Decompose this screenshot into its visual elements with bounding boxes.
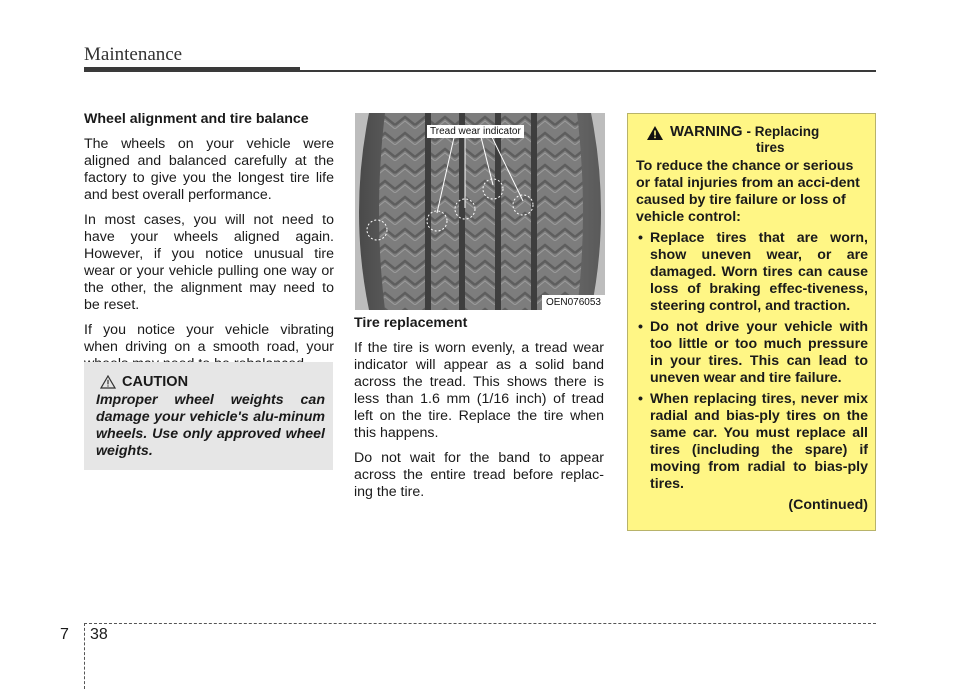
- warning-subtitle: - Replacing: [746, 124, 820, 139]
- warning-header: [646, 124, 868, 156]
- chapter-number: 7: [60, 626, 69, 643]
- bullet: •: [638, 391, 643, 407]
- caution-text: Improper wheel weights can damage your vehicle's alu-minum wheels. Use only approved wheel weights.: [96, 392, 325, 459]
- header-rule-thick: [84, 67, 300, 72]
- tread-wear-indicator-label: Tread wear indicator: [427, 125, 524, 138]
- footer-divider: [84, 623, 85, 689]
- paragraph: If the tire is worn evenly, a tread wear indicator will appear as a solid band across the tread. This shows there is less than 1.6 mm (1/16 inch) of tread left on the tire. Replace the tire when this happens.: [354, 340, 604, 441]
- caution-title: CAUTION: [122, 374, 189, 390]
- paragraph: The wheels on your vehicle were aligned and balanced carefully at the factory to give you the longest tire life and best overall performance.: [84, 136, 334, 203]
- warning-list: [636, 230, 868, 493]
- continued-label: (Continued): [788, 497, 868, 513]
- list-item-text: Replace tires that are worn, show uneven wear, or are damaged. Worn tires can cause loss of braking effec-tiveness, steering control, and traction.: [650, 230, 868, 314]
- paragraph: In most cases, you will not need to have your wheels aligned again. However, if you notice unusual tire wear or your vehicle pulling one way or the other, the alignment may need to be reset.: [84, 212, 334, 313]
- tire-replacement-heading: Tire replacement: [354, 315, 468, 331]
- warning-title-wrap: [670, 124, 819, 156]
- list-item: [636, 319, 868, 387]
- list-item-text: Do not drive your vehicle with too little or too much pressure in your tires. This can lead to uneven wear and tire failure.: [650, 319, 868, 386]
- figure-code: OEN076053: [542, 295, 605, 310]
- warning-subtitle-line2: tires: [756, 140, 785, 155]
- header-rule-thin: [300, 70, 876, 72]
- warning-triangle-icon: [646, 125, 664, 141]
- caution-header: [100, 374, 325, 390]
- section-title: Maintenance: [84, 44, 183, 65]
- caution-box: [84, 362, 333, 470]
- warning-intro: To reduce the chance or serious or fatal injuries from an acci-dent caused by tire failure or loss of vehicle control:: [636, 158, 860, 225]
- bullet: •: [638, 319, 643, 335]
- tire-tread-photo: [355, 113, 605, 310]
- tire-tread-illustration: [355, 113, 605, 310]
- page-number: 38: [90, 626, 108, 643]
- bullet: •: [638, 230, 643, 246]
- list-item: [636, 230, 868, 315]
- paragraph: Do not wait for the band to appear across the entire tread before replac-ing the tire.: [354, 450, 604, 500]
- footer-rule: [84, 623, 876, 624]
- warning-title: WARNING: [670, 123, 743, 140]
- wheel-alignment-heading: Wheel alignment and tire balance: [84, 111, 309, 127]
- list-item-text: When replacing tires, never mix radial and bias-ply tires on the same car. You must replace all tires (including the spare) if moving from radial to bias-ply tires.: [650, 391, 868, 492]
- list-item: [636, 391, 868, 493]
- left-column: [84, 111, 334, 381]
- caution-triangle-icon: [100, 375, 116, 389]
- middle-column: [354, 315, 604, 509]
- warning-box: [627, 113, 876, 531]
- paragraph: If you notice your vehicle vibrating when driving on a smooth road, your: [84, 322, 334, 355]
